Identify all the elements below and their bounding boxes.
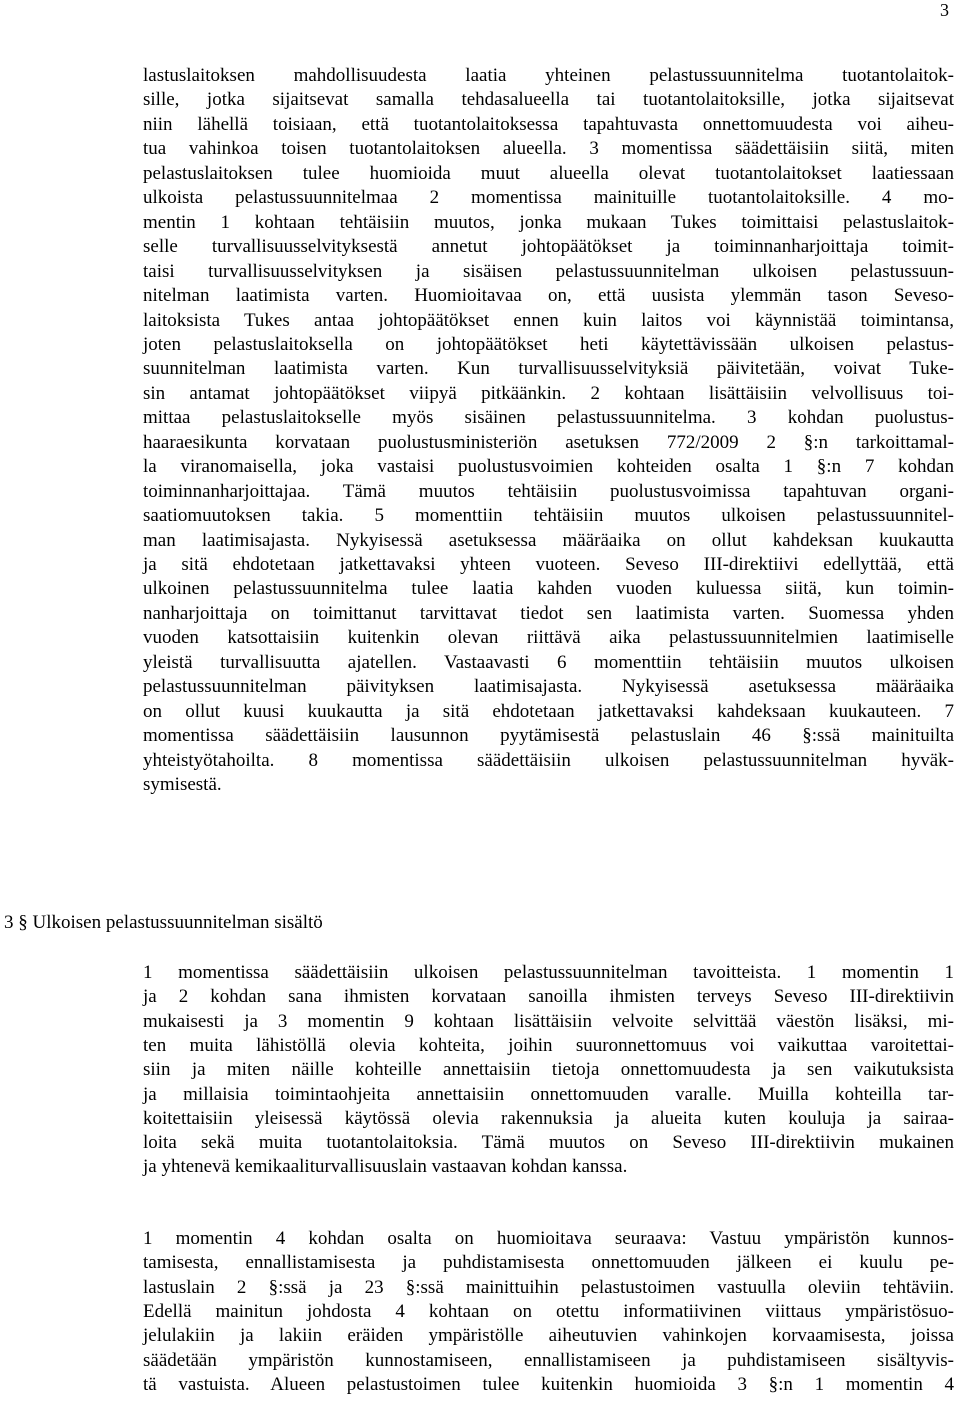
text-line: 1 momentissa säädettäisiin ulkoisen pelastussuunnitelman tavoitteista. 1 momentin 1 xyxy=(143,962,954,983)
page-number: 3 xyxy=(940,0,949,20)
text-line: ja sitä ehdotetaan jatkettavaksi yhteen vuoteen. Seveso III-direktiivi edellyttää, että xyxy=(143,554,954,575)
text-line: ja millaisia toimintaohjeita annettaisiin onnettomuuden varalle. Muilla kohteilla tar- xyxy=(143,1083,954,1105)
text-line: niin lähellä toisiaan, että tuotantolaitoksessa tapahtuvasta onnettomuudesta voi aiheu- xyxy=(143,113,954,135)
section-heading: 3 § Ulkoisen pelastussuunnitelman sisältö xyxy=(4,912,323,933)
text-line: nitelman laatimista varten. Huomioitavaa on, että uusista ylemmän tason Seveso- xyxy=(143,285,954,307)
text-line: mittaa pelastuslaitokselle myös sisäinen pelastussuunnitelma. 3 kohdan puolustus- xyxy=(143,407,954,429)
text-line: Edellä mainitun johdosta 4 kohtaan on otettu informatiivinen viittaus ympäristösuo- xyxy=(143,1300,954,1322)
text-line: man laatimisajasta. Nykyisessä asetuksessa määräaika on ollut kahdeksan kuukautta xyxy=(143,529,954,551)
text-line: mukaisesti ja 3 momentin 9 kohtaan lisättäisiin velvoite selvittää väestön lisäksi, mi- xyxy=(143,1010,954,1032)
text-line: 1 momentin 4 kohdan osalta on huomioitava seuraava: Vastuu ympäristön kunnos- xyxy=(143,1228,954,1249)
text-line: mentin 1 kohtaan tehtäisiin muutos, jonka mukaan Tukes toimittaisi pelastuslaitok- xyxy=(143,211,954,233)
text-line: pelastuslaitoksen tulee huomioida muut alueella olevat tuotantolaitokset laatiessaan xyxy=(143,162,954,184)
text-line: haaraesikunta korvataan puolustusministeriön asetuksen 772/2009 2 §:n tarkoittamal- xyxy=(143,431,954,453)
text-line: la viranomaisella, joka vastaisi puolustusvoimien kohteiden osalta 1 §:n 7 kohdan xyxy=(143,456,954,478)
text-line: ulkoista pelastussuunnitelmaa 2 momentissa mainituille tuotantolaitoksille. 4 mo- xyxy=(143,187,954,209)
text-line: yleistä turvallisuutta ajatellen. Vastaavasti 6 momenttiin tehtäisiin muutos ulkoisen xyxy=(143,651,954,673)
text-line: sin antamat johtopäätökset viipyä pitkäänkin. 2 kohtaan lisättäisiin velvollisuus toi- xyxy=(143,382,954,404)
text-line: taisi turvallisuusselvityksen ja sisäisen pelastussuunnitelman ulkoisen pelastussuun- xyxy=(143,260,954,282)
text-line: tua vahinkoa toisen tuotantolaitoksen alueella. 3 momentissa säädettäisiin siitä, miten xyxy=(143,138,954,160)
text-line: momentissa säädettäisiin lausunnon pyytämisestä pelastuslain 46 §:ssä mainituilta xyxy=(143,725,954,747)
text-line: sille, jotka sijaitsevat samalla tehdasalueella tai tuotantolaitoksille, jotka sijaitsevat xyxy=(143,89,954,111)
text-line: tä vastuista. Alueen pelastustoimen tulee kuitenkin huomioida 3 §:n 1 momentin 4 xyxy=(143,1373,954,1395)
text-line: siin ja miten näille kohteille annettaisiin tietoja onnettomuudesta ja sen vaikutuksista xyxy=(143,1059,954,1081)
text-line: joten pelastuslaitoksella on johtopäätökset heti käytettävissään ulkoisen pelastus- xyxy=(143,333,954,355)
text-line: laitoksista Tukes antaa johtopäätökset ennen kuin laitos voi käynnistää toimintansa, xyxy=(143,309,954,331)
text-line: tamisesta, ennallistamisesta ja puhdistamisesta onnettomuuden jälkeen ei kuulu pe- xyxy=(143,1252,954,1274)
text-line: selle turvallisuusselvityksestä annetut johtopäätökset ja toiminnanharjoittaja toimit- xyxy=(143,236,954,258)
text-line: ulkoinen pelastussuunnitelma tulee laatia kahden vuoden kuluessa siitä, kun toimin- xyxy=(143,578,954,600)
text-line: pelastussuunnitelman päivityksen laatimisajasta. Nykyisessä asetuksessa määräaika xyxy=(143,676,954,698)
text-line: säädetään ympäristön kunnostamiseen, ennallistamiseen ja puhdistamiseen sisältyvis- xyxy=(143,1349,954,1371)
text-line: ja 2 kohdan sana ihmisten korvataan sanoilla ihmisten terveys Seveso III-direktiivin xyxy=(143,986,954,1008)
text-line: toiminnanharjoittajaa. Tämä muutos tehtäisiin puolustusvoimissa tapahtuvan organi- xyxy=(143,480,954,502)
text-line: ten muita lähistöllä olevia kohteita, joihin suuronnettomuus voi vaikuttaa varoitettai- xyxy=(143,1034,954,1056)
text-line: jelulakiin ja lakiin eräiden ympäristölle aiheutuvien vahinkojen korvaamisesta, joissa xyxy=(143,1325,954,1347)
text-line: lastuslain 2 §:ssä ja 23 §:ssä mainittuihin pelastustoimen vastuulla oleviin tehtäviin. xyxy=(143,1276,954,1298)
text-line: symisestä. xyxy=(143,774,222,796)
text-line: ja yhtenevä kemikaaliturvallisuuslain vastaavan kohdan kanssa. xyxy=(143,1156,628,1178)
text-line: saatiomuutoksen takia. 5 momenttiin tehtäisiin muutos ulkoisen pelastussuunnitel- xyxy=(143,505,954,527)
text-line: nanharjoittaja on toimittanut tarvittavat tiedot sen laatimista varten. Suomessa yhden xyxy=(143,602,954,624)
text-line: yhteistyötahoilta. 8 momentissa säädettäisiin ulkoisen pelastussuunnitelman hyväk- xyxy=(143,749,954,771)
text-line: on ollut kuusi kuukautta ja sitä ehdotetaan jatkettavaksi kahdeksaan kuukauteen. 7 xyxy=(143,700,954,722)
text-line: suunnitelman laatimista varten. Kun turvallisuusselvityksiä päivitetään, voivat Tuke- xyxy=(143,358,954,380)
text-line: vuoden katsottaisiin kuitenkin olevan riittävä aika pelastussuunnitelmien laatimiselle xyxy=(143,627,954,649)
text-line: lastuslaitoksen mahdollisuudesta laatia yhteinen pelastussuunnitelma tuotantolaitok- xyxy=(143,65,954,86)
text-line: loita sekä muita tuotantolaitoksia. Tämä muutos on Seveso III-direktiivin mukainen xyxy=(143,1132,954,1154)
text-line: koitettaisiin yleisessä käytössä olevia rakennuksia ja alueita kuten kouluja ja sairaa- xyxy=(143,1107,954,1129)
